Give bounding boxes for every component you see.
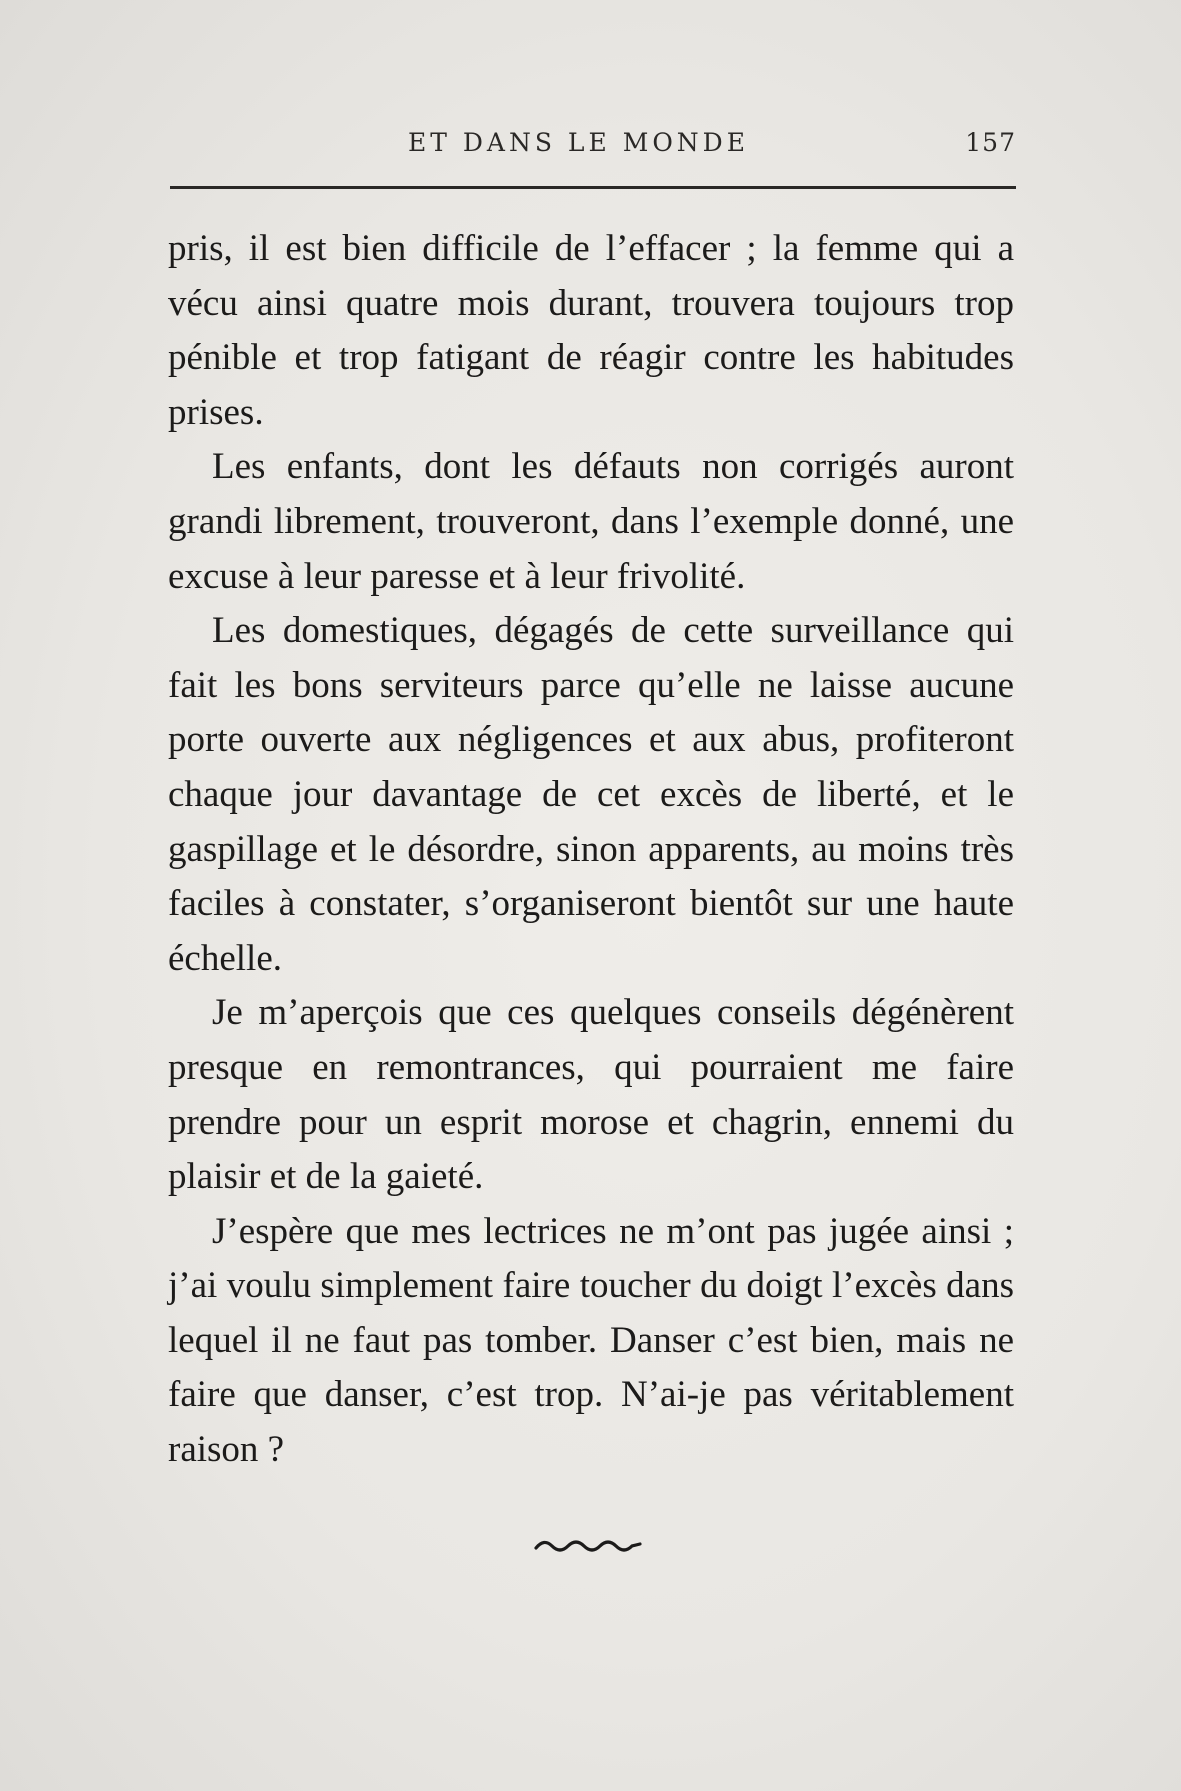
header-rule	[170, 186, 1016, 189]
body-text	[168, 222, 1014, 1478]
tail-ornament-icon	[534, 1536, 644, 1556]
paragraph-children: Les enfants, dont les défauts non corrigés auront grandi librement, trouveront, dans l’exemple donné, une excuse à leur paresse et à leur frivolité.	[168, 446, 1014, 597]
paragraph-advice: Je m’aperçois que ces quelques conseils dégénèrent presque en remontrances, qui pourraient me faire prendre pour un esprit morose et chagrin, ennemi du plaisir et de la gaieté.	[168, 992, 1014, 1198]
running-title: ET DANS LE MONDE	[408, 128, 749, 157]
running-head	[170, 128, 1016, 164]
paragraph-continued: pris, il est bien difficile de l’effacer ; la femme qui a vécu ainsi quatre mois durant, trouvera toujours trop pénible et trop fatigant de réagir contre les habitudes prises.	[168, 228, 1014, 433]
page-number: 157	[965, 128, 1016, 157]
paragraph-conclusion: J’espère que mes lectrices ne m’ont pas jugée ainsi ; j’ai voulu simplement faire toucher du doigt l’excès dans lequel il ne faut pas tomber. Danser c’est bien, mais ne faire que danser, c’est trop. N’ai-je pas véritablement raison ?	[168, 1210, 1014, 1471]
paragraph-servants: Les domestiques, dégagés de cette surveillance qui fait les bons serviteurs parce qu’elle ne laisse aucune porte ouverte aux négligences et aux abus, profiteront chaque jour davantage de cet excès de liberté, et le gaspillage et le désordre, sinon apparents, au moins très faciles à constater, s’organiseront bientôt sur une haute échelle.	[168, 610, 1014, 979]
